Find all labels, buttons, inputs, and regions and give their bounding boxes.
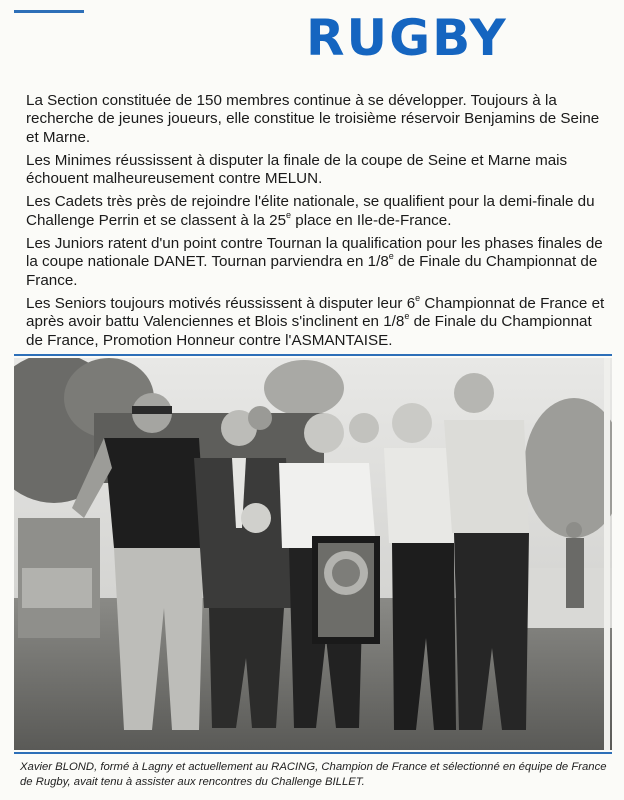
- photo-caption: Xavier BLOND, formé à Lagny et actuellement au RACING, Champion de France et sélectionné en équipe de France de Rugby, avait tenu à assister aux rencontres du Challenge BILLET.: [20, 761, 607, 788]
- page-title: RUGBY: [306, 9, 508, 67]
- seniors-text-2: Championnat de France et après avoir battu Valenciennes et Blois s'inclinent en 1/8: [26, 294, 605, 331]
- seniors-ordinal-2: e: [404, 311, 410, 322]
- paragraph-minimes: Les Minimes réussissent à disputer la finale de la coupe de Seine et Marne mais échouent malheureusement contre MELUN.: [26, 151, 568, 188]
- seniors-text-1: Les Seniors toujours motivés réussissent à disputer leur 6: [26, 294, 416, 312]
- photo-rule-bottom: [14, 752, 612, 754]
- photo-rule-top: [14, 354, 612, 356]
- paragraph-seniors: [26, 292, 612, 350]
- team-photo-illustration: [14, 358, 612, 750]
- cadets-ordinal: e: [286, 209, 292, 220]
- seniors-ordinal-1: e: [415, 292, 421, 303]
- team-photo: [14, 358, 612, 750]
- juniors-text-2: de Finale du Championnat de France.: [26, 253, 598, 289]
- article-body: [26, 92, 612, 355]
- paragraph-cadets: [26, 193, 612, 230]
- juniors-text-1: Les Juniors ratent d'un point contre Tournan la qualification pour les phases finales de la coupe nationale DANET. Tournan parviendra en 1/8: [26, 235, 603, 271]
- header-rule: [14, 10, 84, 13]
- juniors-ordinal: e: [388, 251, 394, 262]
- paragraph-juniors: [26, 235, 612, 290]
- cadets-text-1: Les Cadets très près de rejoindre l'élite nationale, se qualifient pour la demi-finale du Challenge Perrin et se classent à la 25: [26, 193, 595, 229]
- paragraph-section: La Section constituée de 150 membres continue à se développer. Toujours à la recherche de jeunes joueurs, elle constitue le troisième réservoir Benjamins de Seine et Marne.: [26, 92, 600, 146]
- cadets-text-2: place en Ile-de-France.: [291, 211, 452, 229]
- seniors-text-3: de Finale du Championnat de France, Promotion Honneur contre l'ASMANTAISE.: [26, 313, 592, 349]
